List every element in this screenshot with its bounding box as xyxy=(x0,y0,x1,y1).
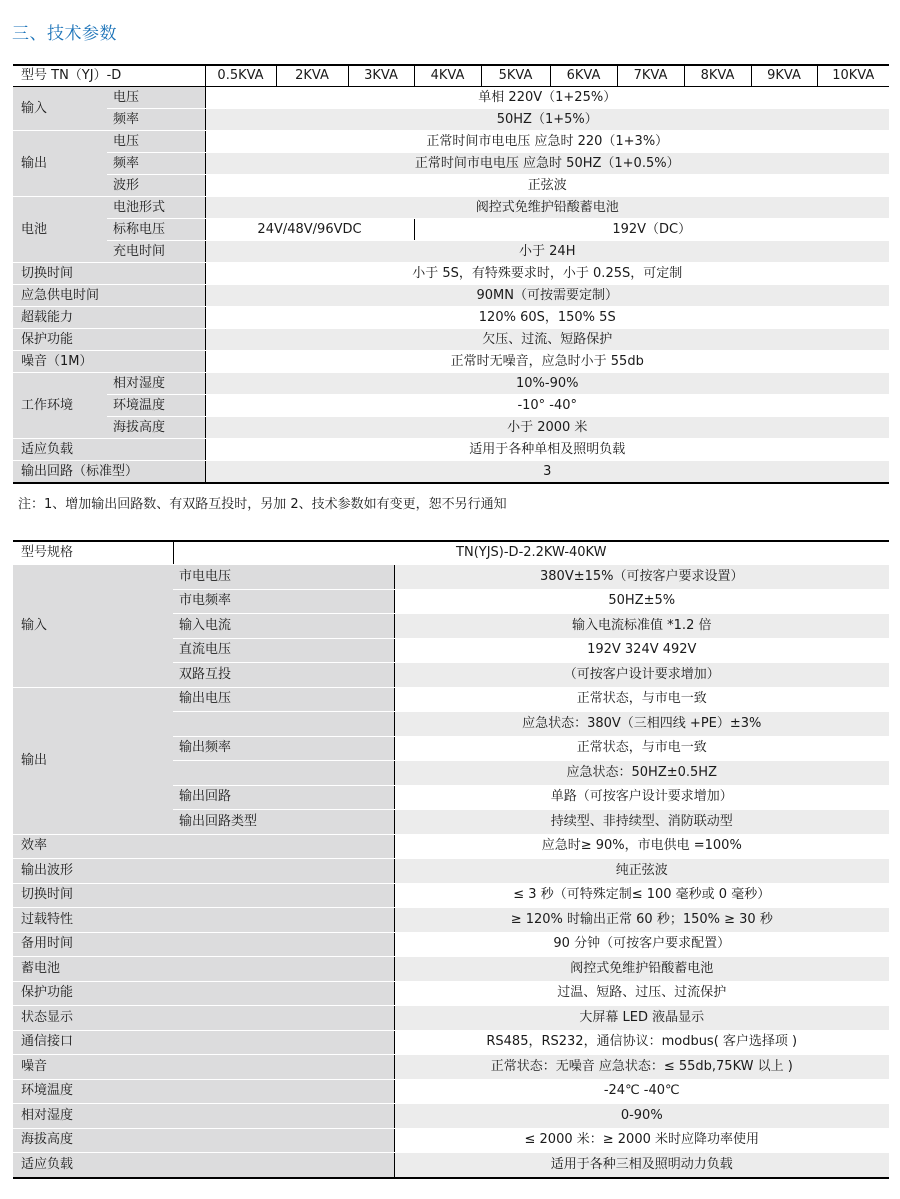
table-row xyxy=(13,1079,889,1104)
row-value: 输入电流标准值 *1.2 倍 xyxy=(394,614,889,639)
row-label: 噪音 xyxy=(13,1055,394,1080)
row-value: 0-90% xyxy=(394,1104,889,1129)
table-row xyxy=(13,197,889,219)
row-value: 正常时间市电电压 应急时 50HZ（1+0.5%） xyxy=(205,153,889,175)
row-label: 输出回路（标准型） xyxy=(13,461,205,484)
table-row xyxy=(13,153,889,175)
row-value: 正常时间市电电压 应急时 220（1+3%） xyxy=(205,131,889,153)
row-label: 环境温度 xyxy=(13,1079,394,1104)
row-value: 单路（可按客户设计要求增加） xyxy=(394,785,889,810)
model-cell: 4KVA xyxy=(414,65,481,87)
row-label xyxy=(173,761,394,786)
row-label: 输入电流 xyxy=(173,614,394,639)
row-label: 备用时间 xyxy=(13,932,394,957)
row-value: 应急时≥ 90%，市电供电 =100% xyxy=(394,834,889,859)
row-label: 市电频率 xyxy=(173,589,394,614)
row-value: ≤ 2000 米：≥ 2000 米时应降功率使用 xyxy=(394,1128,889,1153)
table-row xyxy=(13,131,889,153)
model-cell: 3KVA xyxy=(348,65,414,87)
model-cell: 8KVA xyxy=(684,65,751,87)
model-cell: 0.5KVA xyxy=(205,65,276,87)
row-label: 应急供电时间 xyxy=(13,285,205,307)
row-value: ≥ 120% 时输出正常 60 秒；150% ≥ 30 秒 xyxy=(394,908,889,933)
row-label: 标称电压 xyxy=(107,219,205,241)
row-label: 保护功能 xyxy=(13,329,205,351)
row-value: 应急状态：380V（三相四线 +PE）±3% xyxy=(394,712,889,737)
table-row xyxy=(13,241,889,263)
group-label-output: 输出 xyxy=(13,687,173,834)
table-row xyxy=(13,439,889,461)
group-label-input: 输入 xyxy=(13,87,107,131)
row-value: 欠压、过流、短路保护 xyxy=(205,329,889,351)
row-label: 效率 xyxy=(13,834,394,859)
row-value: 阀控式免维护铅酸蓄电池 xyxy=(205,197,889,219)
row-label xyxy=(173,712,394,737)
table-row xyxy=(13,859,889,884)
table-row xyxy=(13,883,889,908)
table-row xyxy=(13,219,889,241)
table-row xyxy=(13,1128,889,1153)
row-label: 电压 xyxy=(107,87,205,109)
row-value-low: 24V/48V/96VDC xyxy=(205,219,414,241)
row-label: 频率 xyxy=(107,153,205,175)
table-row xyxy=(13,373,889,395)
row-label: 输出回路 xyxy=(173,785,394,810)
model-cell: 5KVA xyxy=(481,65,550,87)
row-label: 过载特性 xyxy=(13,908,394,933)
row-value: -10° -40° xyxy=(205,395,889,417)
table-row xyxy=(13,1153,889,1178)
section-title: 三、技术参数 xyxy=(12,24,117,44)
row-label: 保护功能 xyxy=(13,981,394,1006)
row-value: 持续型、非持续型、消防联动型 xyxy=(394,810,889,835)
row-label: 环境温度 xyxy=(107,395,205,417)
table-row xyxy=(13,395,889,417)
table-row xyxy=(13,687,889,712)
row-label: 输出频率 xyxy=(173,736,394,761)
table-row xyxy=(13,307,889,329)
footnote: 注：1、增加输出回路数、有双路互投时，另加 2、技术参数如有变更，恕不另行通知 xyxy=(18,497,507,512)
row-label: 通信接口 xyxy=(13,1030,394,1055)
row-value: 正常状态：无噪音 应急状态：≤ 55db,75KW 以上 ) xyxy=(394,1055,889,1080)
table-row xyxy=(13,417,889,439)
row-label: 充电时间 xyxy=(107,241,205,263)
row-label: 电压 xyxy=(107,131,205,153)
table-row xyxy=(13,834,889,859)
model-cell: 6KVA xyxy=(550,65,617,87)
row-value: 正常状态，与市电一致 xyxy=(394,736,889,761)
row-value: 阀控式免维护铅酸蓄电池 xyxy=(394,957,889,982)
row-label: 相对湿度 xyxy=(107,373,205,395)
table-row xyxy=(13,1055,889,1080)
table-header-row xyxy=(13,65,889,87)
group-label-environment: 工作环境 xyxy=(13,373,107,439)
row-label: 蓄电池 xyxy=(13,957,394,982)
row-value: 正常时无噪音，应急时小于 55db xyxy=(205,351,889,373)
table-row xyxy=(13,565,889,590)
row-value: 小于 2000 米 xyxy=(205,417,889,439)
row-label: 海拔高度 xyxy=(107,417,205,439)
model-cell: 7KVA xyxy=(617,65,684,87)
row-value: 50HZ±5% xyxy=(394,589,889,614)
table-row xyxy=(13,351,889,373)
table-row xyxy=(13,932,889,957)
row-value: 10%-90% xyxy=(205,373,889,395)
row-value: 纯正弦波 xyxy=(394,859,889,884)
row-value: 小于 5S，有特殊要求时，小于 0.25S，可定制 xyxy=(205,263,889,285)
row-label: 噪音（1M） xyxy=(13,351,205,373)
table-row xyxy=(13,175,889,197)
row-value: 适用于各种三相及照明动力负载 xyxy=(394,1153,889,1178)
row-value: 单相 220V（1+25%） xyxy=(205,87,889,109)
row-label: 切换时间 xyxy=(13,883,394,908)
model-cell: 9KVA xyxy=(751,65,817,87)
model-cell: 10KVA xyxy=(817,65,889,87)
table-row xyxy=(13,109,889,131)
row-label: 市电电压 xyxy=(173,565,394,590)
row-label: 相对湿度 xyxy=(13,1104,394,1129)
row-label: 输出波形 xyxy=(13,859,394,884)
model-label: 型号 TN（YJ）-D xyxy=(13,65,205,87)
spec-table-tn-yj-d xyxy=(13,64,889,484)
row-label: 双路互投 xyxy=(173,663,394,688)
table-row xyxy=(13,981,889,1006)
row-value: -24℃ -40℃ xyxy=(394,1079,889,1104)
row-value: 应急状态：50HZ±0.5HZ xyxy=(394,761,889,786)
spec-table-tn-yjs-d xyxy=(13,540,889,1179)
row-label: 海拔高度 xyxy=(13,1128,394,1153)
row-value: 50HZ（1+5%） xyxy=(205,109,889,131)
row-label: 超载能力 xyxy=(13,307,205,329)
row-label: 直流电压 xyxy=(173,638,394,663)
table-row xyxy=(13,461,889,484)
row-label: 输出电压 xyxy=(173,687,394,712)
row-value: 小于 24H xyxy=(205,241,889,263)
row-value: 120% 60S，150% 5S xyxy=(205,307,889,329)
table-header-row xyxy=(13,541,889,565)
row-value: 192V 324V 492V xyxy=(394,638,889,663)
row-label: 频率 xyxy=(107,109,205,131)
row-value: （可按客户设计要求增加） xyxy=(394,663,889,688)
table-row xyxy=(13,1030,889,1055)
row-label: 适应负载 xyxy=(13,1153,394,1178)
group-label-input: 输入 xyxy=(13,565,173,688)
row-value: 过温、短路、过压、过流保护 xyxy=(394,981,889,1006)
model-value: TN(YJS)-D-2.2KW-40KW xyxy=(173,541,889,565)
model-label: 型号规格 xyxy=(13,541,173,565)
table-row xyxy=(13,87,889,109)
row-value: 大屏幕 LED 液晶显示 xyxy=(394,1006,889,1031)
row-label: 切换时间 xyxy=(13,263,205,285)
row-value: RS485，RS232，通信协议：modbus( 客户选择项 ) xyxy=(394,1030,889,1055)
table-row xyxy=(13,329,889,351)
group-label-battery: 电池 xyxy=(13,197,107,263)
row-label: 适应负载 xyxy=(13,439,205,461)
table-row xyxy=(13,285,889,307)
table-row xyxy=(13,957,889,982)
table-row xyxy=(13,263,889,285)
group-label-output: 输出 xyxy=(13,131,107,197)
row-value: 正弦波 xyxy=(205,175,889,197)
row-label: 电池形式 xyxy=(107,197,205,219)
table-row xyxy=(13,1104,889,1129)
row-value: 正常状态，与市电一致 xyxy=(394,687,889,712)
row-label: 输出回路类型 xyxy=(173,810,394,835)
row-value: 适用于各种单相及照明负载 xyxy=(205,439,889,461)
row-value-high: 192V（DC） xyxy=(414,219,889,241)
row-value: 380V±15%（可按客户要求设置） xyxy=(394,565,889,590)
row-value: 90MN（可按需要定制） xyxy=(205,285,889,307)
table-row xyxy=(13,1006,889,1031)
row-value: 3 xyxy=(205,461,889,484)
row-value: 90 分钟（可按客户要求配置） xyxy=(394,932,889,957)
row-label: 波形 xyxy=(107,175,205,197)
row-label: 状态显示 xyxy=(13,1006,394,1031)
model-cell: 2KVA xyxy=(276,65,348,87)
row-value: ≤ 3 秒（可特殊定制≤ 100 毫秒或 0 毫秒） xyxy=(394,883,889,908)
table-row xyxy=(13,908,889,933)
